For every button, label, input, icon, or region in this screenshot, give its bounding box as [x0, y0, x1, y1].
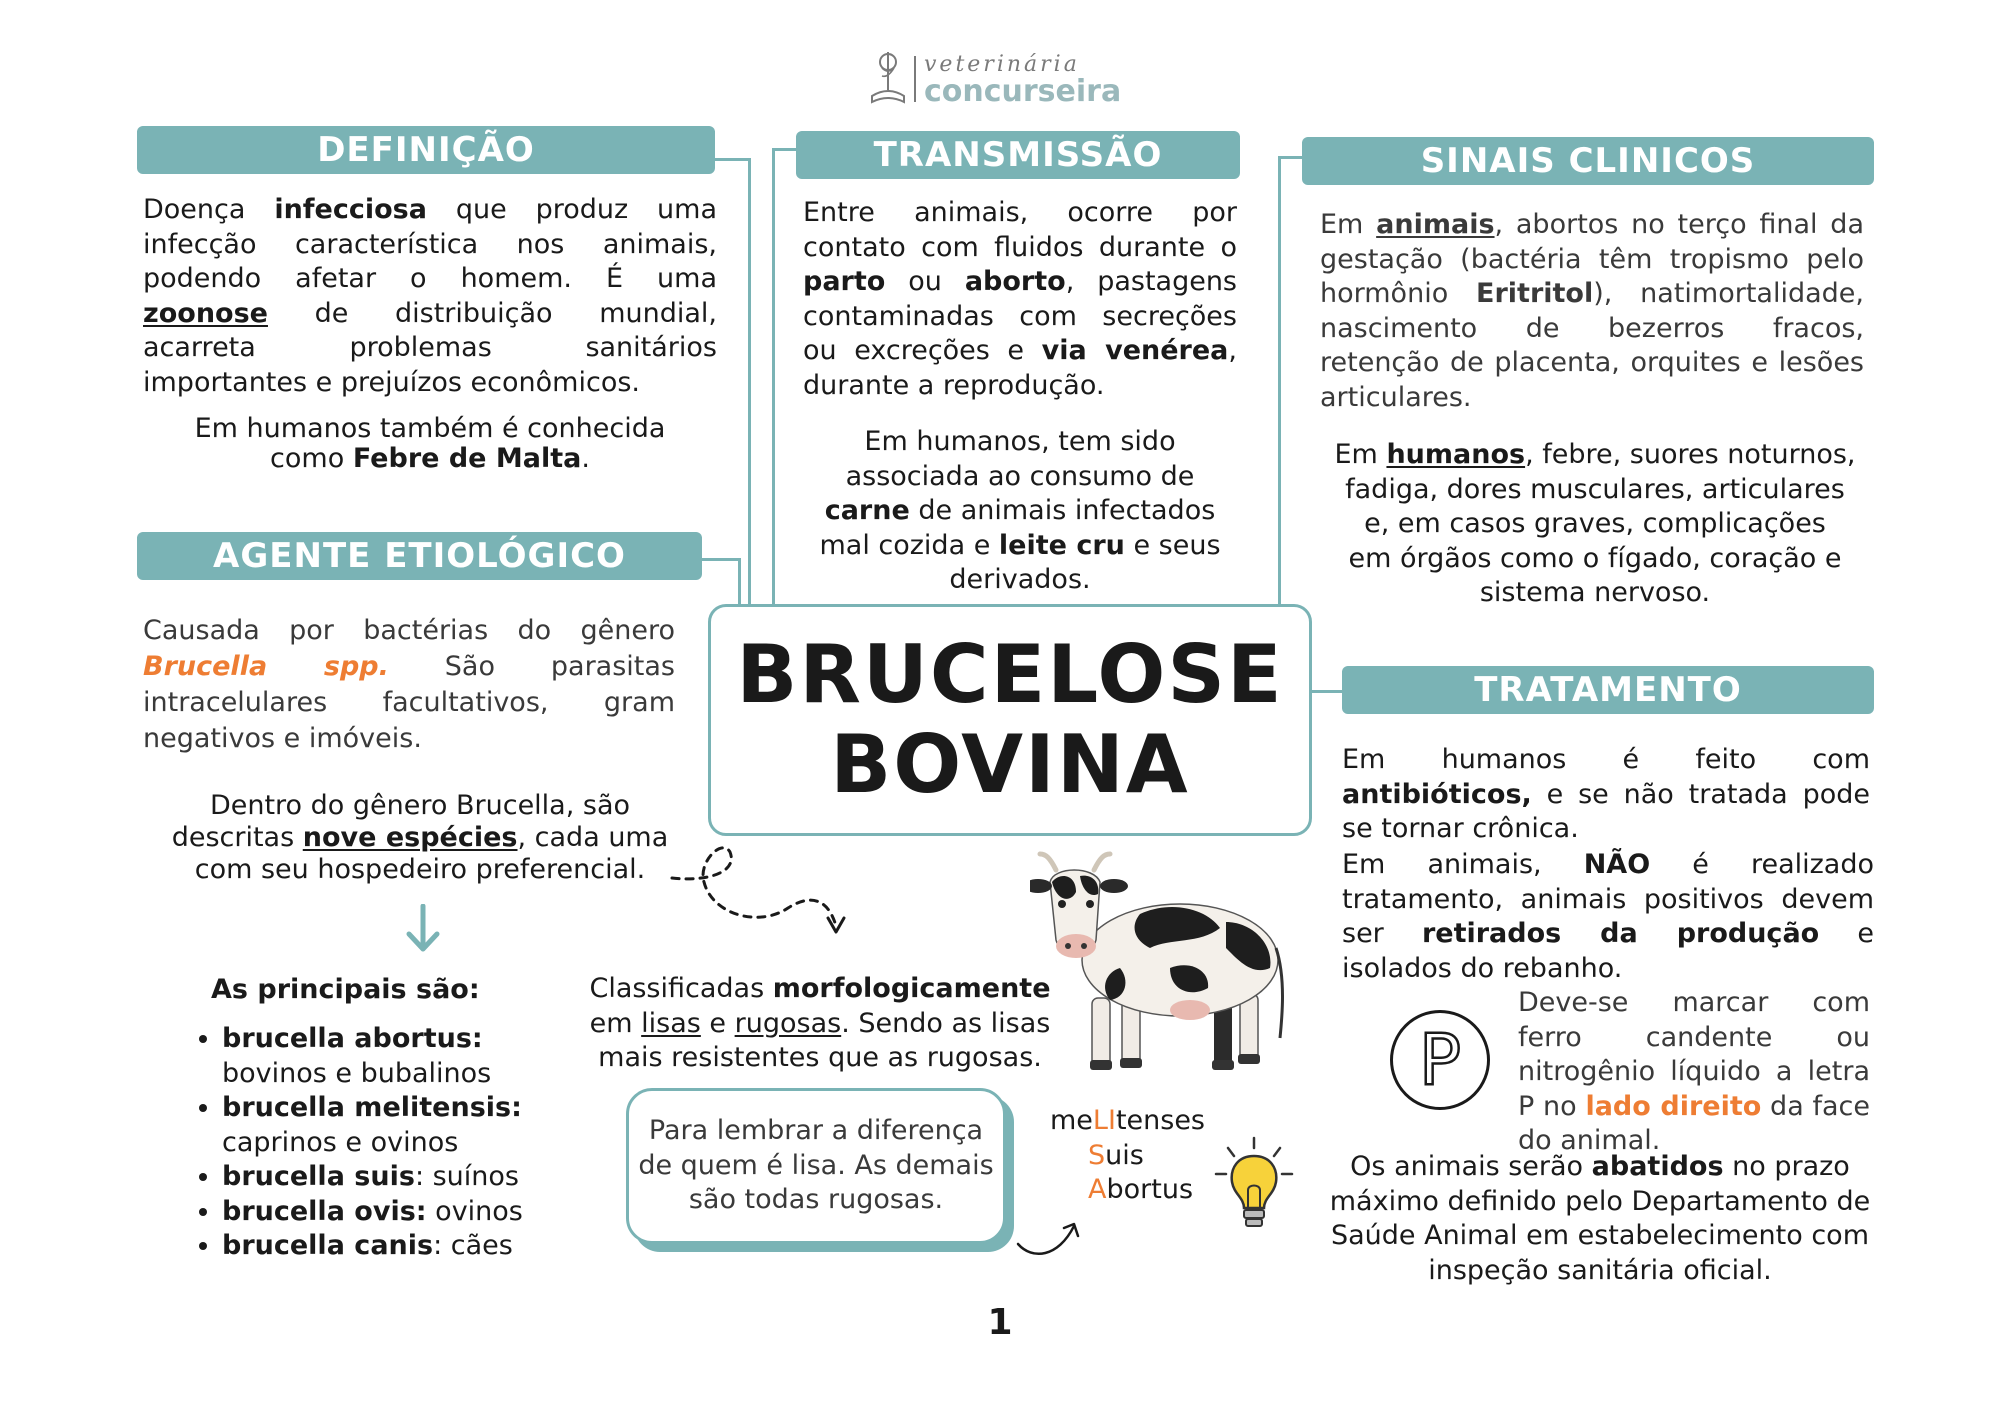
logo-bottom-text: concurseira: [924, 74, 1122, 109]
tratamento-humanos: Em humanos é feito com antibióticos, e se não tratada pode se tornar crônica.: [1342, 744, 1870, 844]
definicao-malta: Em humanos também é conhecida como Febre de Malta.: [194, 413, 666, 474]
lembrete-box: Para lembrar a diferença de quem é lisa. As demais são todas rugosas.: [626, 1088, 1006, 1244]
arrow-down-icon: [403, 904, 443, 954]
transmissao-text: Entre animais, ocorre por contato com fluidos durante o parto ou aborto, pastagens contaminadas com secreções ou excreções e via venérea, durante a reprodução.: [803, 197, 1238, 401]
tratamento-abate: Os animais serão abatidos no prazo máximo definido pelo Departamento de Saúde Animal em estabelecimento com inspeção sanitária oficial.: [1329, 1151, 1871, 1286]
letter-p-icon: [1390, 1010, 1490, 1110]
tratamento-animais: Em animais, NÃO é realizado tratamento, animais positivos devem ser retirados da produção e isolados do rebanho.: [1342, 849, 1874, 984]
center-title-box: [708, 604, 1312, 836]
page-number: 1: [987, 1302, 1013, 1343]
tratamento-marcacao: Deve-se marcar com ferro candente ou nitrogênio líquido a letra P no lado direito da face do animal.: [1518, 987, 1871, 1156]
mnemonic-suis: Suis: [1088, 1139, 1144, 1171]
list-item: • brucella abortus: bovinos e bubalinos: [222, 1022, 580, 1091]
letter-p: P: [1418, 1019, 1462, 1101]
vet-logo-icon: [868, 48, 908, 106]
connector-agente: [700, 558, 740, 561]
definicao-header: DEFINIÇÃO: [137, 126, 715, 174]
mnemonic: [1050, 1104, 1205, 1208]
list-item: • brucella canis: cães: [222, 1229, 580, 1264]
tratamento-header: TRATAMENTO: [1342, 666, 1874, 714]
agente-header: AGENTE ETIOLÓGICO: [137, 532, 702, 580]
agente-text: Causada por bactérias do gênero Brucella spp. São parasitas intracelulares facultativos, gram negativos e imóveis.: [143, 615, 675, 754]
mnemonic-abortus: Abortus: [1088, 1174, 1194, 1205]
logo: [868, 48, 1158, 108]
transmissao-humanos: Em humanos, tem sido associada ao consumo de carne de animais infectados mal cozida e leite cru e seus derivados.: [819, 426, 1221, 595]
logo-top-text: veterinária: [924, 52, 1080, 77]
cow-illustration: [1030, 848, 1290, 1078]
connector-sinais-v: [1278, 156, 1281, 604]
lightbulb-icon: [1214, 1134, 1294, 1234]
connector-transmissao: [772, 148, 796, 151]
connector-definicao: [714, 158, 750, 161]
agente-nove-especies: Dentro do gênero Brucella, são descritas nove espécies, cada uma com seu hospedeiro preferencial.: [171, 790, 669, 885]
species-list: [190, 1022, 580, 1264]
definicao-text: Doença infecciosa que produz uma infecção característica nos animais, podendo afetar o homem. É uma zoonose de distribuição mundial, acarreta problemas sanitários importantes e prejuízos econômicos.: [143, 194, 717, 398]
sinais-humanos: Em humanos, febre, suores noturnos, fadiga, dores musculares, articulares e, em casos graves, complicações em órgãos como o fígado, coração e sistema nervoso.: [1334, 439, 1856, 608]
dashed-arrow-icon: [668, 842, 858, 952]
sinais-animais: Em animais, abortos no terço final da gestação (bactéria têm tropismo pelo hormônio Eritritol), natimortalidade, nascimento de bezerros fracos, retenção de placenta, orquites e lesões articulares.: [1320, 209, 1864, 413]
mnemonic-melitenses: meLItenses: [1050, 1105, 1205, 1136]
connector-transmissao-v: [772, 148, 775, 604]
sinais-header: SINAIS CLINICOS: [1302, 137, 1874, 185]
connector-agente-v: [738, 558, 741, 604]
connector-sinais: [1278, 156, 1304, 159]
center-title-line2: BOVINA: [830, 718, 1190, 811]
list-item: • brucella melitensis: caprinos e ovinos: [222, 1091, 580, 1160]
connector-definicao-v: [748, 158, 751, 604]
list-item: • brucella suis: suínos: [222, 1160, 580, 1195]
principais-title: As principais são:: [211, 974, 480, 1005]
curved-arrow-icon: [1014, 1214, 1084, 1264]
list-item: • brucella ovis: ovinos: [222, 1195, 580, 1230]
center-title-line1: BRUCELOSE: [736, 628, 1284, 721]
morfologia-text: Classificadas morfologicamente em lisas e rugosas. Sendo as lisas mais resistentes que as rugosas.: [589, 973, 1051, 1073]
transmissao-header: TRANSMISSÃO: [796, 131, 1240, 179]
logo-divider: [914, 56, 916, 102]
